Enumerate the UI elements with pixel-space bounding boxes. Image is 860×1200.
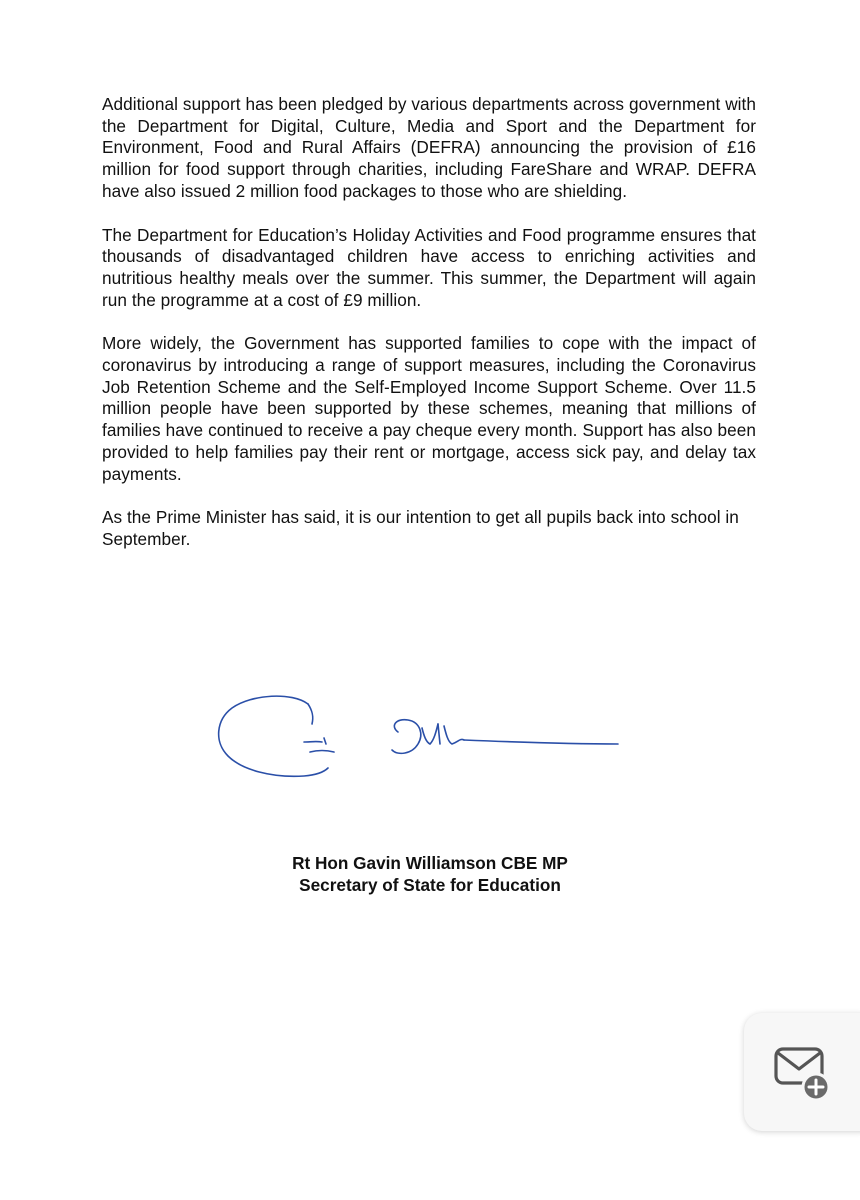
mail-add-icon <box>774 1045 832 1103</box>
signatory-block <box>0 852 860 896</box>
paragraph-back-to-school: As the Prime Minister has said, it is our intention to get all pupils back into school in September. <box>102 507 739 549</box>
signatory-title: Secretary of State for Education <box>299 875 561 895</box>
paragraph-government-support: More widely, the Government has supported families to cope with the impact of coronavirus by introducing a range of support measures, including the Coronavirus Job Retention Scheme and the Self-Employed Income Support Scheme. Over 11.5 million people have been supported by these schemes, meaning that millions of families have continued to receive a pay cheque every month. Support has also been provided to help families pay their rent or mortgage, access sick pay, and delay tax payments. <box>102 333 756 484</box>
paragraph-holiday-activities: The Department for Education’s Holiday Activities and Food programme ensures that thousands of disadvantaged children have access to enriching activities and nutritious healthy meals over the summer. This summer, the Department will again run the programme at a cost of £9 million. <box>102 224 756 310</box>
paragraph-additional-support: Additional support has been pledged by various departments across government with the Department for Digital, Culture, Media and Sport and the Department for Environment, Food and Rural Affairs (DEFRA) announcing the provision of £16 million for food support through charities, including FareShare and WRAP. DEFRA have also issued 2 million food packages to those who are shielding. <box>102 94 756 201</box>
handwritten-signature <box>212 686 632 786</box>
letter-body <box>102 94 756 573</box>
add-email-button[interactable] <box>744 1013 860 1131</box>
signatory-name: Rt Hon Gavin Williamson CBE MP <box>292 853 568 873</box>
